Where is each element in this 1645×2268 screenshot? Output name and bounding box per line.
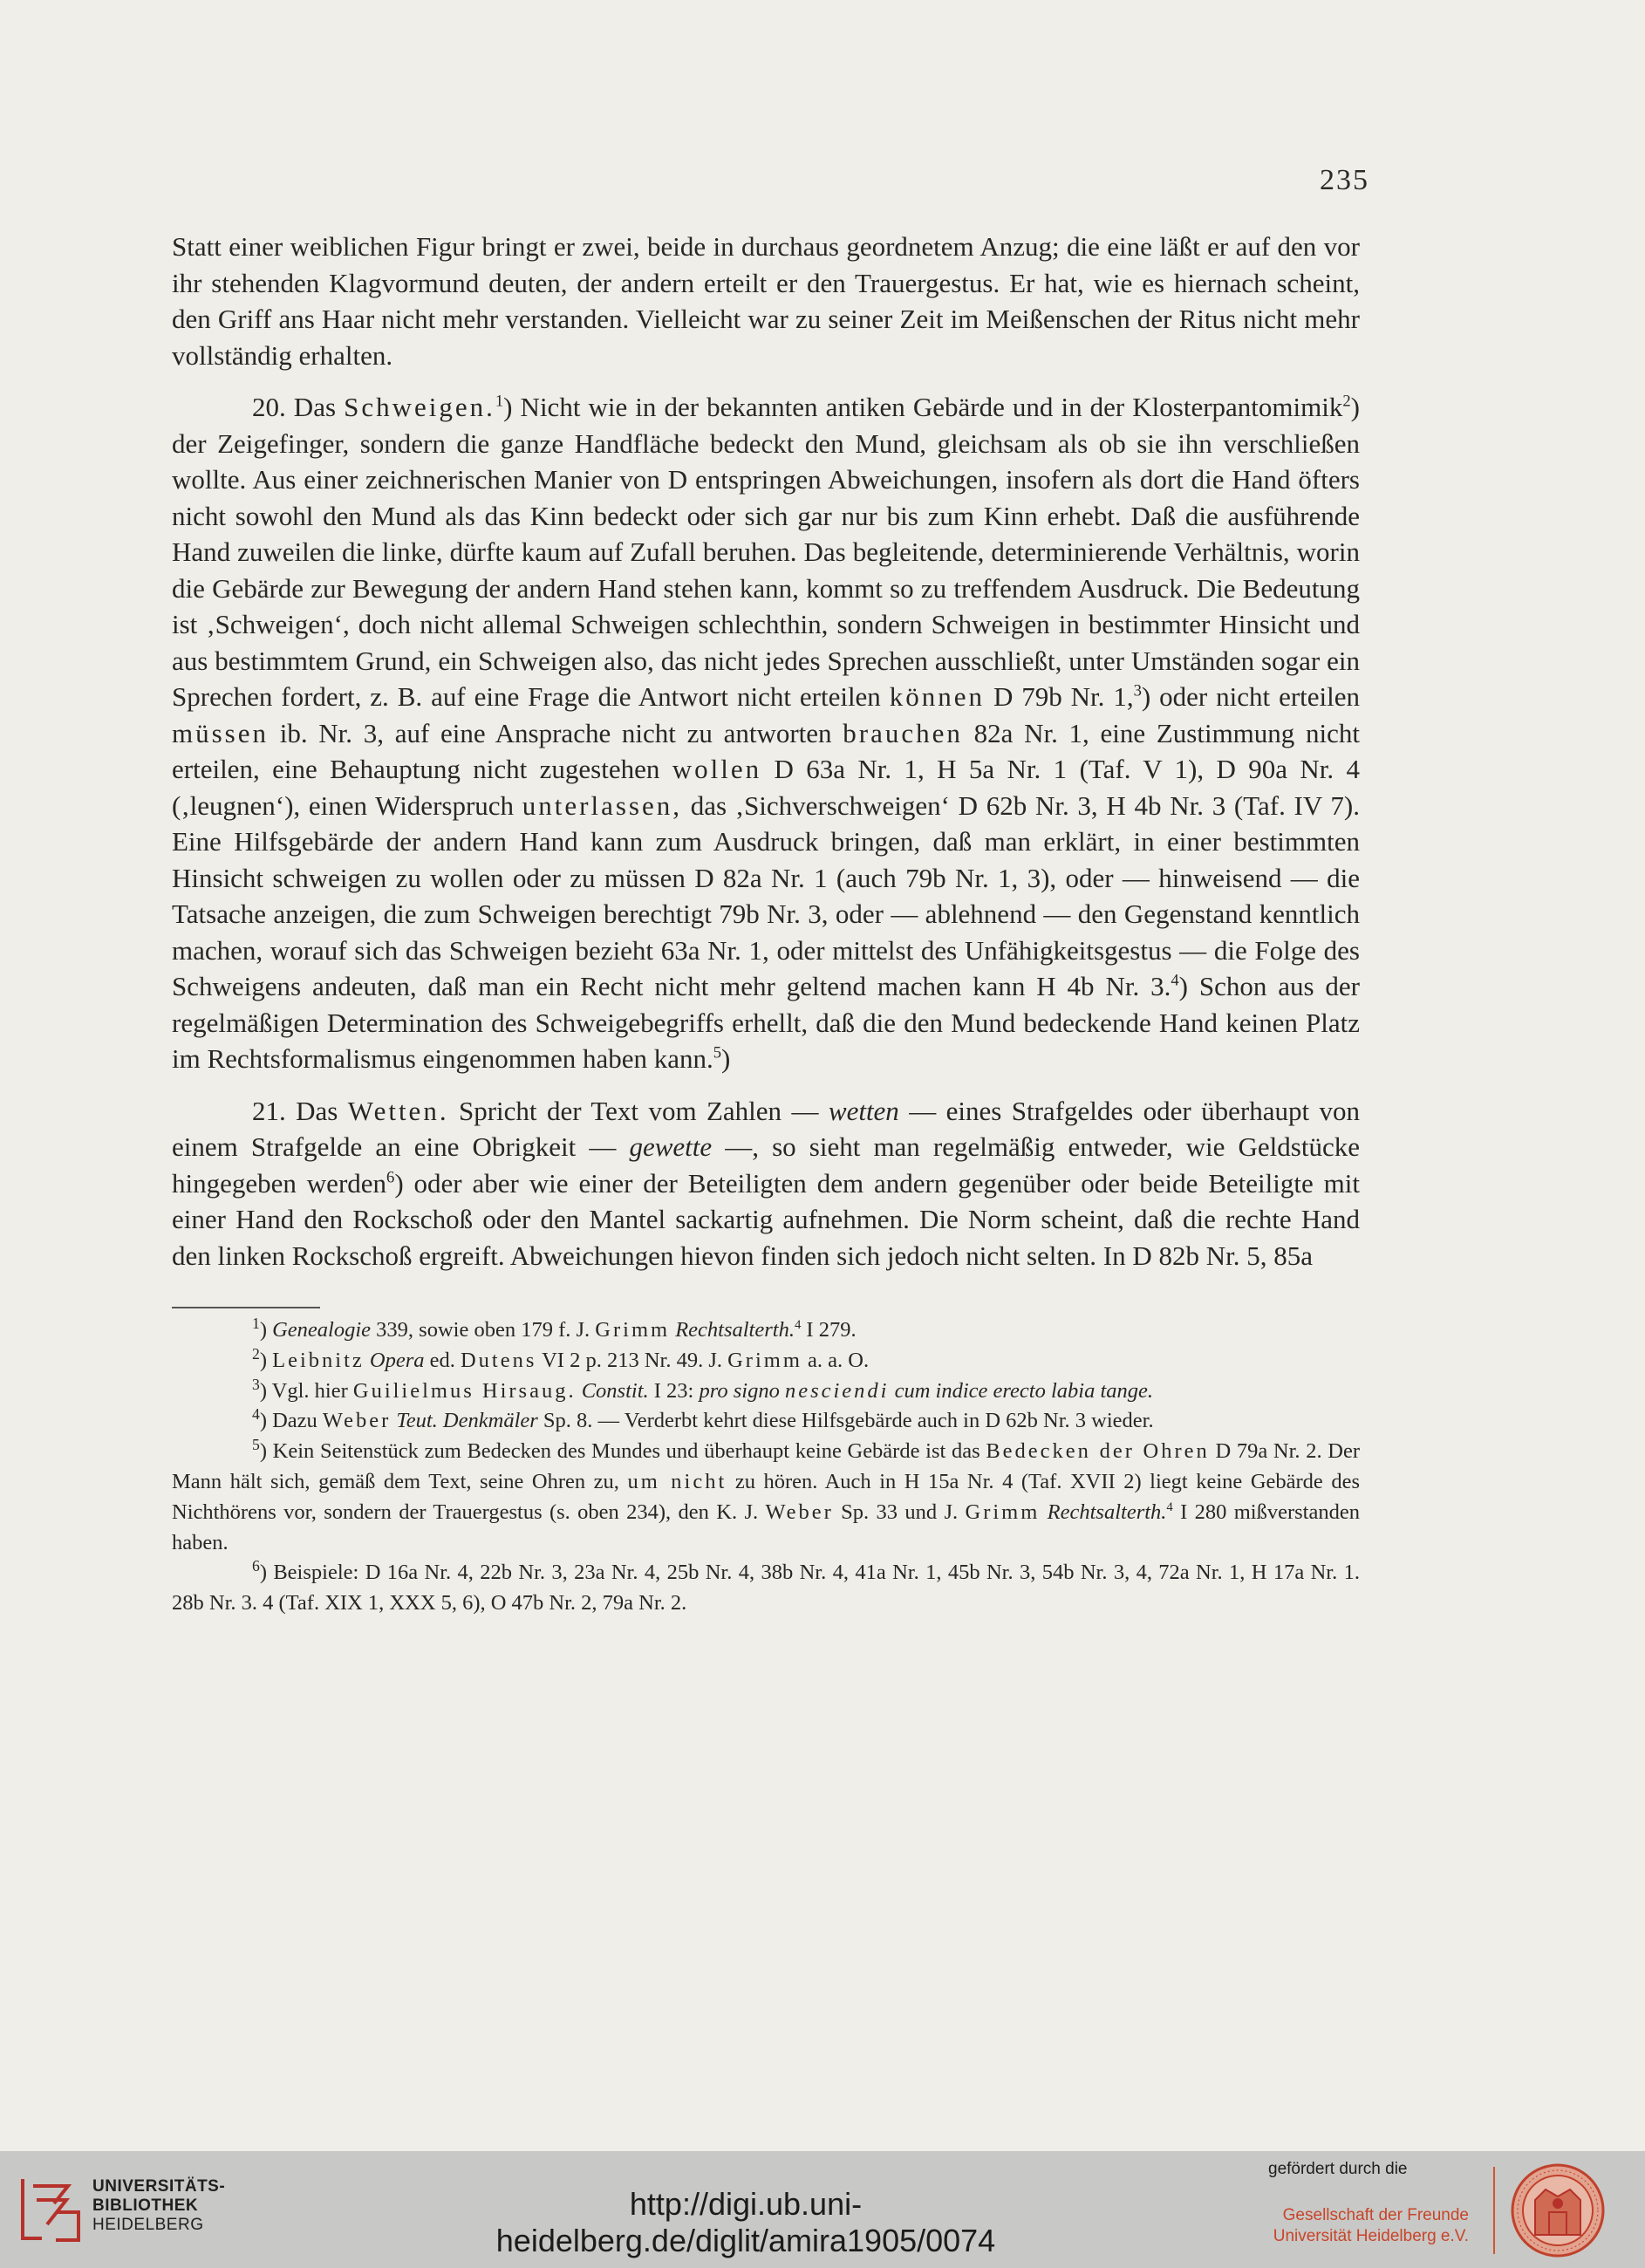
footnotes <box>172 1315 1360 1619</box>
university-seal-icon <box>1509 2162 1607 2259</box>
text-run: 1 <box>495 392 504 411</box>
text-run: Constit. <box>581 1378 649 1403</box>
text-run: 5 <box>713 1043 722 1062</box>
text-run: Leibnitz <box>272 1348 365 1372</box>
text-run: 1 <box>252 1314 260 1332</box>
text-run: ed. <box>424 1348 461 1372</box>
ub-heidelberg-logo-icon <box>16 2170 84 2249</box>
text-run: ) <box>721 1043 731 1074</box>
footnote <box>172 1346 1360 1377</box>
text-run: um nicht <box>627 1469 727 1493</box>
text-run: Weber <box>765 1499 834 1524</box>
text-run: brauchen <box>843 717 963 748</box>
text-run: nesciendi <box>784 1378 890 1403</box>
text-run: ) Schon aus der regelmäßigen Determination des Schweigebegriffs erhellt, daß die den Mund bedeckende Hand keinen Platz im Rechtsformalismus eingenommen haben kann. <box>172 971 1360 1074</box>
sponsor-intro: gefördert durch die <box>1268 2160 1408 2178</box>
text-run: wollen <box>672 754 762 784</box>
footnote <box>172 1558 1360 1619</box>
text-run: Teut. Denkmäler <box>396 1409 538 1433</box>
text-run: D 79b Nr. 1, <box>985 681 1134 712</box>
paragraph <box>172 389 1360 1077</box>
text-run: ) oder aber wie einer der Beteiligten dem andern gegenüber oder beide Beteiligte mit einer Hand den Rockschoß oder den Mantel sackartig aufnehmen. Die Norm scheint, daß die rechte Hand den linken Rockschoß ergreift. Abweichungen hievon finden sich jedoch nicht selten. In D 82b Nr. 5, 85a <box>172 1167 1360 1271</box>
paragraph <box>172 1093 1360 1274</box>
text-run: 6 <box>386 1168 395 1187</box>
text-run: — eines Strafgeldes oder überhaupt von einem Strafgelde an eine Obrigkeit — <box>172 1095 1360 1162</box>
text-run: D 63a Nr. 1, H 5a Nr. 1 (Taf. V 1), D 90a Nr. 4 (‚leugnen‘), einen Widerspruch <box>172 754 1360 821</box>
text-run: unterlassen, <box>522 789 682 821</box>
text-run: Statt einer weiblichen Figur bringt er zwei, beide in durchaus geordnetem Anzug; die eine läßt er auf den vor ihr stehenden Klagvormund deuten, der andern erteilt er den Trauergestus. Er hat, wie es hiernach scheint, den Griff ans Haar nicht mehr verstanden. Vielleicht war zu seiner Zeit im Meißenschen der Ritus nicht mehr vollständig erhalten. <box>172 231 1360 371</box>
text-run: 2 <box>252 1344 260 1363</box>
text-run: ) Dazu <box>259 1409 323 1433</box>
text-run: 4 <box>794 1317 802 1332</box>
text-run: Rechtsalterth. <box>675 1318 795 1342</box>
text-run: 3 <box>1133 681 1142 700</box>
text-run: 6 <box>252 1557 260 1575</box>
text-run: pro signo <box>699 1378 785 1403</box>
text-run: Wetten. <box>347 1095 449 1126</box>
text-run <box>1040 1500 1047 1524</box>
text-run: ) der Zeigefinger, sondern die ganze Handfläche bedeckt den Mund, gleichsam als ob sie ihn verschließen wollte. Aus einer zeichnerischen Manier von D entspringen Abweichungen, insofern als dort die Hand öfters nicht sowohl den Mund als das Kinn bedeckt oder sich gar nur bis zum Kinn erhebt. Daß die ausführende Hand zuweilen die linke, dürfte kaum auf Zufall beruhen. Das begleitende, determinierende Verhältnis, worin die Gebärde zur Bewegung der andern Hand stehen kann, kommt so zu treffendem Ausdruck. Die Bedeutung ist ‚Schweigen‘, doch nicht allemal Schweigen schlechthin, sondern Schweigen in bestimmter Hinsicht und aus bestimmtem Grund, ein Schweigen also, das nicht jedes Sprechen ausschließt, unter Umständen sogar ein Sprechen fordert, z. B. auf eine Frage die Antwort nicht erteilen <box>172 392 1360 712</box>
text-run: 20. Das <box>252 392 345 422</box>
text-run: I 280 mißverstanden haben. <box>172 1499 1360 1554</box>
text-run: ) Kein Seitenstück zum Bedecken des Mundes und überhaupt keine Gebärde ist das <box>259 1439 986 1464</box>
text-run: I 279. <box>801 1318 857 1342</box>
footnote <box>172 1377 1360 1407</box>
text-run: zu hören. Auch in H 15a Nr. 4 (Taf. XVII 2) liegt keine Gebärde des Nichthörens vor, sondern der Trauergestus (s. oben 234), den K. J. <box>172 1469 1360 1524</box>
text-run: Rechtsalterth. <box>1047 1499 1167 1524</box>
text-run: 82a Nr. 1, eine Zustimmung nicht erteilen, eine Behauptung nicht zugestehen <box>172 717 1360 784</box>
text-run: a. a. O. <box>802 1348 870 1372</box>
sponsor-block <box>1256 2160 1474 2247</box>
footnote <box>172 1315 1360 1346</box>
text-run: 4 <box>1171 971 1179 990</box>
text-run: müssen <box>172 717 269 748</box>
text-run: ) <box>259 1348 273 1372</box>
sponsor-name-line: Universität Heidelberg e.V. <box>1273 2227 1469 2245</box>
text-run: 5 <box>252 1436 260 1454</box>
footer-bar <box>0 2151 1645 2268</box>
text-run: 339, sowie oben 179 f. J. <box>371 1318 596 1342</box>
text-run: Grimm <box>595 1318 671 1342</box>
text-run: Schweigen. <box>344 392 495 422</box>
text-run: wetten <box>828 1095 899 1126</box>
text-run: gewette <box>629 1131 713 1162</box>
text-run: ) Nicht wie in der bekannten antiken Gebärde und in der Klosterpantomimik <box>503 392 1343 422</box>
text-run: VI 2 p. 213 Nr. 49. J. <box>536 1348 728 1372</box>
text-run: ib. Nr. 3, auf eine Ansprache nicht zu antworten <box>269 717 843 748</box>
text-run: Dutens <box>460 1348 537 1372</box>
footnote-rule <box>172 1307 320 1308</box>
text-run: Grimm <box>727 1348 802 1372</box>
text-run: D 79a Nr. 2. Der Mann hält sich, gemäß dem Text, seine Ohren zu, <box>172 1439 1360 1493</box>
text-run: —, so sieht man regelmäßig entweder, wie Geldstücke hingegeben werden <box>172 1131 1360 1199</box>
text-run: Grimm <box>965 1499 1041 1524</box>
sponsor-divider <box>1493 2167 1495 2254</box>
text-run: Weber <box>322 1409 392 1433</box>
text-run: 21. Das <box>252 1095 348 1126</box>
library-name <box>92 2177 225 2235</box>
text-run: Genealogie <box>272 1318 372 1342</box>
text-run: Sp. 8. — Verderbt kehrt diese Hilfsgebärde auch in D 62b Nr. 3 wieder. <box>537 1409 1154 1433</box>
text-run: cum indice erecto labia tange. <box>889 1378 1154 1403</box>
library-name-line: BIBLIOTHEK <box>92 2196 199 2215</box>
text-run: ) Beispiele: D 16a Nr. 4, 22b Nr. 3, 23a Nr. 4, 25b Nr. 4, 38b Nr. 4, 41a Nr. 1, 45b Nr. 3, 54b Nr. 3, 4, 72a Nr. 1, H 17a Nr. 1. 28b Nr. 3. 4 (Taf. XIX 1, XXX 5, 6), O 47b Nr. 2, 79a Nr. 2. <box>172 1561 1360 1616</box>
sponsor-name-line: Gesellschaft der Freunde <box>1282 2206 1469 2224</box>
text-run: 2 <box>1342 392 1351 411</box>
text-run: können <box>889 681 986 712</box>
library-name-line: UNIVERSITÄTS- <box>92 2177 226 2196</box>
text-run: Guilielmus Hirsaug. <box>352 1378 577 1403</box>
paragraph <box>172 229 1360 373</box>
footnote <box>172 1406 1360 1437</box>
text-run: ) oder nicht erteilen <box>1141 681 1361 712</box>
page-content <box>172 229 1360 1619</box>
text-run: ) Vgl. hier <box>259 1378 353 1403</box>
sponsor-name <box>1256 2205 1474 2247</box>
text-run: 3 <box>252 1375 260 1393</box>
library-name-line: HEIDELBERG <box>92 2216 204 2234</box>
text-run: Spricht der Text vom Zahlen — <box>448 1095 829 1126</box>
text-run: I 23: <box>648 1378 700 1403</box>
text-run: Sp. 33 und J. <box>833 1499 966 1524</box>
text-run: 4 <box>1166 1499 1173 1514</box>
text-run: das ‚Sichverschweigen‘ D 62b Nr. 3, H 4b Nr. 3 (Taf. IV 7). Eine Hilfsgebärde der andern Hand kann zum Ausdruck bringen, daß man erklärt, in einer bestimmten Hinsicht schweigen zu wollen oder zu müssen D 82a Nr. 1 (auch 79b Nr. 1, 3), oder — hinweisend — die Tatsache anzeigen, die zum Schweigen berechtigt 79b Nr. 3, oder — ablehnend — den Gegenstand kenntlich machen, worauf sich das Schweigen bezieht 63a Nr. 1, oder mittelst des Unfähigkeitsgestus — die Folge des Schweigens andeuten, daß man ein Recht nicht mehr geltend machen kann H 4b Nr. 3. <box>172 789 1360 1001</box>
text-run: Bedecken der Ohren <box>986 1439 1210 1464</box>
text-run: 4 <box>252 1405 260 1424</box>
text-run: Opera <box>369 1348 425 1372</box>
footnote <box>172 1437 1360 1558</box>
text-run: ) <box>259 1318 273 1342</box>
permalink-url[interactable]: http://digi.ub.uni-heidelberg.de/diglit/amira1905/0074 <box>495 2186 996 2258</box>
page-number: 235 <box>1320 164 1369 196</box>
